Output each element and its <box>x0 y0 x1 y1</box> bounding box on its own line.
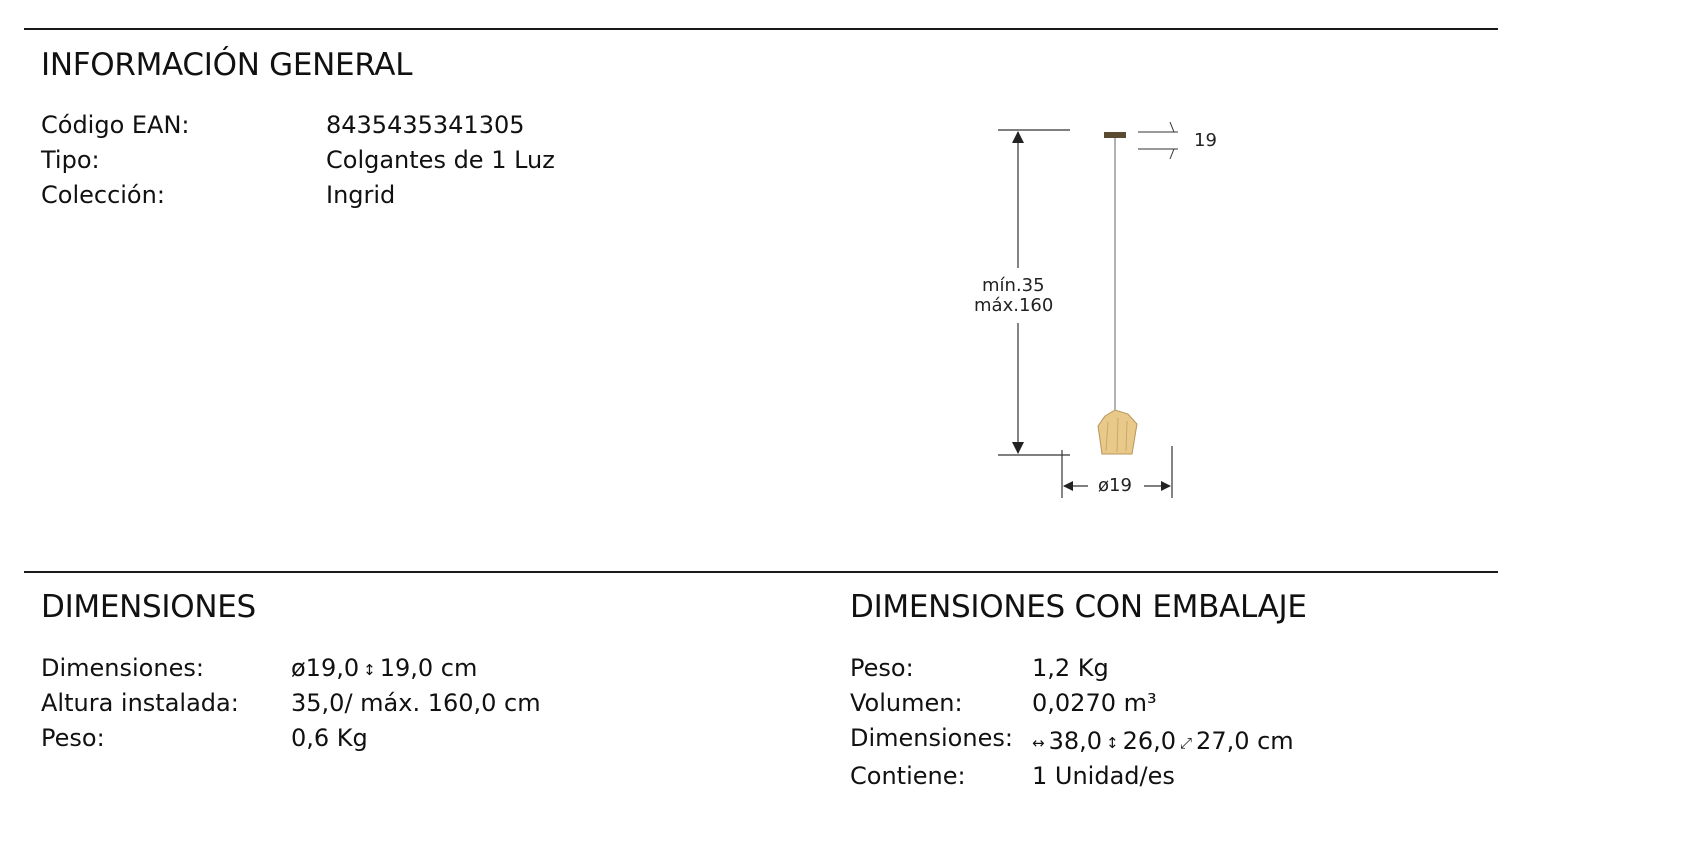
embalaje-list <box>850 651 1294 794</box>
canopy-arrow-line-top <box>1170 122 1174 132</box>
contiene-value: 1 Unidad/es <box>1032 762 1175 790</box>
embalaje-peso-row <box>850 651 1294 686</box>
canopy-shape <box>1104 132 1126 138</box>
ean-label: Código EAN: <box>41 111 190 139</box>
diameter-label: ø19 <box>1098 475 1132 496</box>
arrow-up-icon <box>1012 131 1024 143</box>
dimensiones-heading: DIMENSIONES <box>41 589 256 625</box>
depth-icon: ⤢ <box>1180 734 1193 752</box>
arrow-left-icon <box>1063 481 1073 491</box>
embalaje-dimensiones-value <box>1032 721 1294 759</box>
pendant-lamp-drawing <box>960 118 1230 508</box>
arrow-down-icon <box>1012 442 1024 454</box>
altura-row <box>41 686 541 721</box>
altura-label: Altura instalada: <box>41 689 239 717</box>
height-icon: ↕ <box>363 661 376 679</box>
embalaje-peso-value: 1,2 Kg <box>1032 654 1109 682</box>
tipo-label: Tipo: <box>41 146 100 174</box>
package-width: 38,0 <box>1048 727 1103 755</box>
volumen-row <box>850 686 1294 721</box>
coleccion-value: Ingrid <box>326 181 396 209</box>
embalaje-peso-label: Peso: <box>850 654 914 682</box>
contiene-row <box>850 759 1294 794</box>
dimensiones-list <box>41 651 541 756</box>
coleccion-label: Colección: <box>41 181 165 209</box>
peso-row <box>41 721 541 756</box>
embalaje-heading: DIMENSIONES CON EMBALAJE <box>850 589 1307 625</box>
technical-drawing <box>960 118 1230 508</box>
tipo-row <box>41 143 555 178</box>
coleccion-row <box>41 178 555 213</box>
peso-value: 0,6 Kg <box>291 724 368 752</box>
height-max-label: máx.160 <box>974 295 1054 316</box>
volumen-label: Volumen: <box>850 689 963 717</box>
tipo-value: Colgantes de 1 Luz <box>326 146 555 174</box>
general-heading: INFORMACIÓN GENERAL <box>41 47 413 83</box>
section-divider-top <box>24 28 1498 30</box>
contiene-label: Contiene: <box>850 762 966 790</box>
height-icon: ↕ <box>1106 734 1119 752</box>
ean-value: 8435435341305 <box>326 111 525 139</box>
embalaje-dimensiones-row <box>850 721 1294 759</box>
dimensiones-label: Dimensiones: <box>41 654 204 682</box>
width-icon: ↔ <box>1032 734 1045 752</box>
embalaje-dimensiones-label: Dimensiones: <box>850 724 1013 752</box>
altura-value: 35,0/ máx. 160,0 cm <box>291 689 541 717</box>
height-value: 19,0 cm <box>379 654 478 682</box>
dimensiones-value <box>291 651 477 686</box>
peso-label: Peso: <box>41 724 105 752</box>
package-depth: 27,0 cm <box>1196 727 1294 755</box>
section-divider-middle <box>24 571 1498 573</box>
volumen-value: 0,0270 m³ <box>1032 689 1157 717</box>
general-info-list <box>41 108 555 213</box>
arrow-right-icon <box>1161 481 1171 491</box>
canopy-arrow-line-bottom <box>1170 149 1174 159</box>
package-height: 26,0 <box>1122 727 1177 755</box>
diameter-value: ø19,0 <box>291 654 360 682</box>
ean-row <box>41 108 555 143</box>
height-min-label: mín.35 <box>982 275 1045 296</box>
canopy-height-label: 19 <box>1194 130 1217 151</box>
dimensiones-row <box>41 651 541 686</box>
